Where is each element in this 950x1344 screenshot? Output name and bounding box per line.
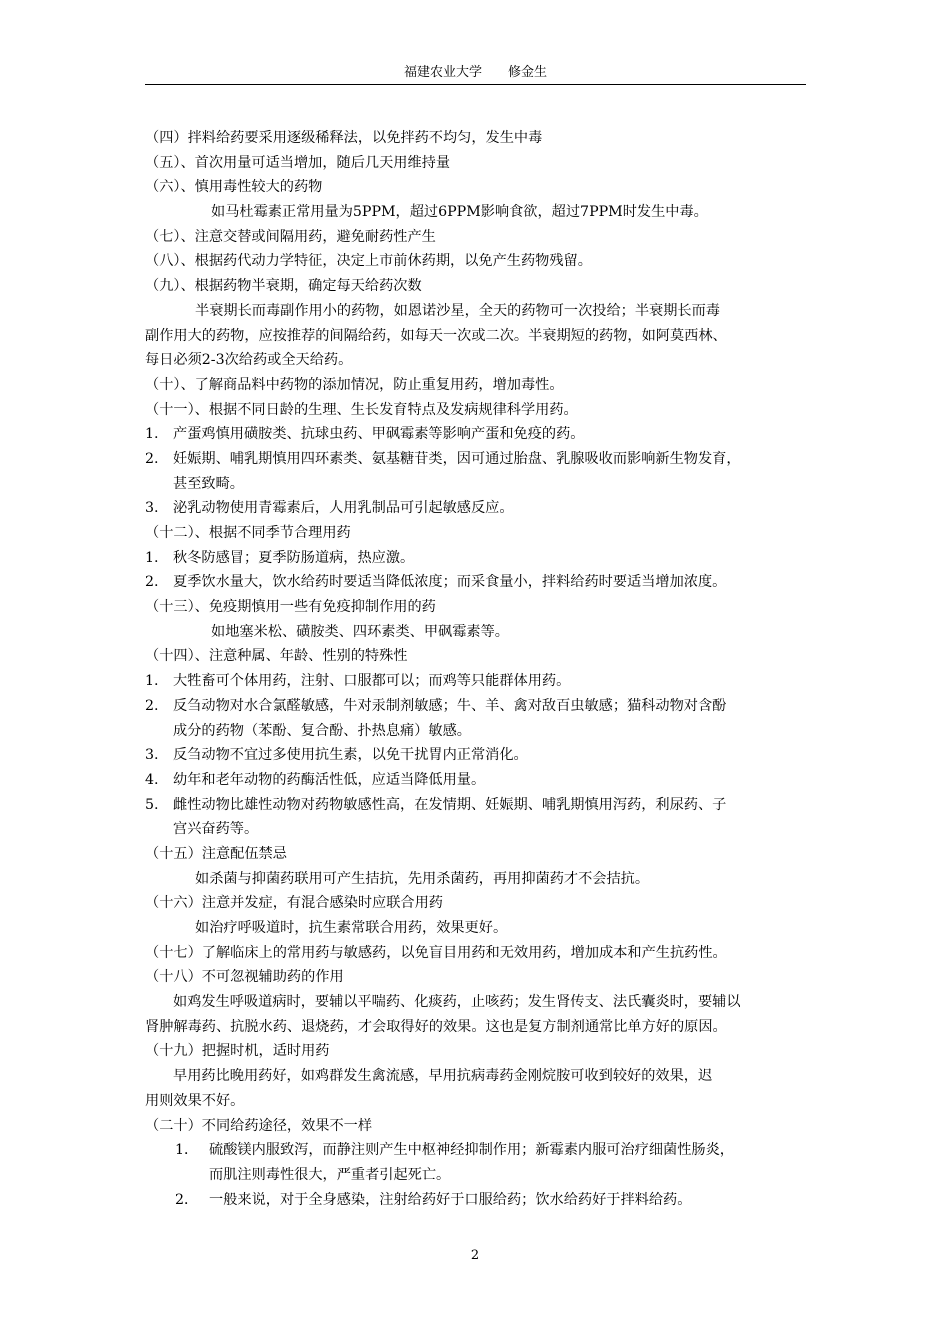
text-line: 宫兴奋药等。 (173, 821, 259, 838)
list-text: 一般来说，对于全身感染，注射给药好于口服给药；饮水给药好于拌料给药。 (209, 1191, 692, 1208)
list-item (145, 1138, 815, 1163)
text-line: （十）、了解商品料中药物的添加情况，防止重复用药，增加毒性。 (145, 376, 564, 393)
text-line: 用则效果不好。 (145, 1092, 245, 1109)
text-line: （九）、根据药物半衰期，确定每天给药次数 (145, 278, 422, 295)
list-number: 1. (145, 426, 159, 443)
text-line: 肾肿解毒药、抗脱水药、退烧药，才会取得好的效果。这也是复方制剂通常比单方好的原因。 (145, 1018, 727, 1035)
text-line: （十七）了解临床上的常用药与敏感药，以免盲目用药和无效用药，增加成本和产生抗药性。 (145, 944, 727, 961)
list-item (145, 743, 815, 768)
text-line: 半衰期长而毒副作用小的药物，如恩诺沙星，全天的药物可一次投给；半衰期长而毒 (195, 302, 720, 319)
text-line: （二十）不同给药途径，效果不一样 (145, 1117, 373, 1134)
text-line: （十三）、免疫期慎用一些有免疫抑制作用的药 (145, 599, 436, 616)
list-number: 3. (145, 500, 159, 517)
list-item (145, 447, 815, 472)
list-number: 4. (145, 771, 159, 788)
text-line: （四）拌料给药要采用逐级稀释法，以免拌药不均匀，发生中毒 (145, 130, 543, 146)
text-line: （五）、首次用量可适当增加，随后几天用维持量 (145, 154, 451, 171)
list-text: 反刍动物不宜过多使用抗生素，以免干扰胃内正常消化。 (173, 747, 528, 764)
page-number: 2 (470, 1248, 480, 1263)
text-line: 如马杜霉素正常用量为5PPM，超过6PPM影响食欲，超过7PPM时发生中毒。 (211, 204, 708, 221)
list-item (145, 422, 815, 447)
text-line: （十八）不可忽视辅助药的作用 (145, 969, 344, 986)
text-line: 成分的药物（苯酚、复合酚、扑热息痛）敏感。 (173, 722, 471, 739)
text-line: （十一）、根据不同日龄的生理、生长发育特点及发病规律科学用药。 (145, 401, 578, 418)
text-line: （六）、慎用毒性较大的药物 (145, 179, 323, 196)
list-item (145, 793, 815, 818)
list-text: 幼年和老年动物的药酶活性低，应适当降低用量。 (173, 771, 486, 788)
text-line: （十四）、注意种属、年龄、性别的特殊性 (145, 648, 408, 665)
list-number: 2. (145, 574, 159, 591)
list-number: 3. (145, 747, 159, 764)
list-item (145, 768, 815, 793)
list-number: 5. (145, 796, 159, 813)
list-text: 妊娠期、哺乳期慎用四环素类、氨基糖苷类，因可通过胎盘、乳腺吸收而影响新生物发育， (173, 450, 741, 467)
text-line: 副作用大的药物，应按推荐的间隔给药，如每天一次或二次。半衰期短的药物，如阿莫西林、 (145, 327, 727, 344)
list-item (145, 694, 815, 719)
list-text: 大牲畜可个体用药，注射、口服都可以；而鸡等只能群体用药。 (173, 673, 571, 690)
text-line: 而肌注则毒性很大，严重者引起死亡。 (209, 1166, 451, 1183)
list-item (145, 570, 815, 595)
text-line: （八）、根据药代动力学特征，决定上市前休药期，以免产生药物残留。 (145, 253, 592, 270)
page-header: 福建农业大学 修金生 (145, 64, 806, 85)
text-line: （十六）注意并发症，有混合感染时应联合用药 (145, 895, 443, 912)
list-number: 2. (145, 697, 159, 714)
text-line: 如鸡发生呼吸道病时，要辅以平喘药、化痰药，止咳药；发生肾传支、法氏囊炎时，要辅以 (173, 994, 741, 1011)
text-line: 每日必须2-3次给药或全天给药。 (145, 352, 353, 369)
list-text: 泌乳动物使用青霉素后，人用乳制品可引起敏感反应。 (173, 500, 514, 517)
list-number: 1. (145, 549, 159, 566)
list-number: 1. (145, 673, 159, 690)
list-text: 反刍动物对水合氯醛敏感，牛对汞制剂敏感；牛、羊、禽对敌百虫敏感；猫科动物对含酚 (173, 697, 727, 714)
list-text: 硫酸镁内服致泻，而静注则产生中枢神经抑制作用；新霉素内服可治疗细菌性肠炎， (209, 1142, 734, 1159)
list-number: 2． (175, 1191, 199, 1208)
list-item (145, 1188, 815, 1213)
text-line: （十二）、根据不同季节合理用药 (145, 525, 351, 541)
list-text: 秋冬防感冒；夏季防肠道病，热应激。 (173, 549, 415, 566)
list-text: 夏季饮水量大，饮水给药时要适当降低浓度；而采食量小，拌料给药时要适当增加浓度。 (173, 574, 727, 591)
text-line: 甚至致畸。 (173, 475, 244, 492)
list-item (145, 669, 815, 694)
list-text: 雌性动物比雄性动物对药物敏感性高，在发情期、妊娠期、哺乳期慎用泻药，利尿药、子 (173, 796, 727, 813)
text-line: 如治疗呼吸道时，抗生素常联合用药，效果更好。 (195, 920, 508, 936)
text-line: （十九）把握时机，适时用药 (145, 1043, 330, 1060)
text-line: （七）、注意交替或间隔用药，避免耐药性产生 (145, 228, 436, 245)
text-line: 早用药比晚用药好，如鸡群发生禽流感，早用抗病毒药金刚烷胺可收到较好的效果，迟 (173, 1068, 713, 1085)
text-line: 如地塞米松、磺胺类、四环素类、甲砜霉素等。 (211, 623, 509, 640)
list-number: 2. (145, 450, 159, 467)
document-body (145, 126, 815, 1212)
list-item (145, 496, 815, 521)
list-text: 产蛋鸡慎用磺胺类、抗球虫药、甲砜霉素等影响产蛋和免疫的药。 (173, 426, 585, 443)
text-line: （十五）注意配伍禁忌 (145, 845, 287, 862)
list-number: 1． (175, 1142, 199, 1159)
text-line: 如杀菌与抑菌药联用可产生拮抗，先用杀菌药，再用抑菌药才不会拮抗。 (195, 870, 650, 887)
list-item (145, 546, 815, 571)
